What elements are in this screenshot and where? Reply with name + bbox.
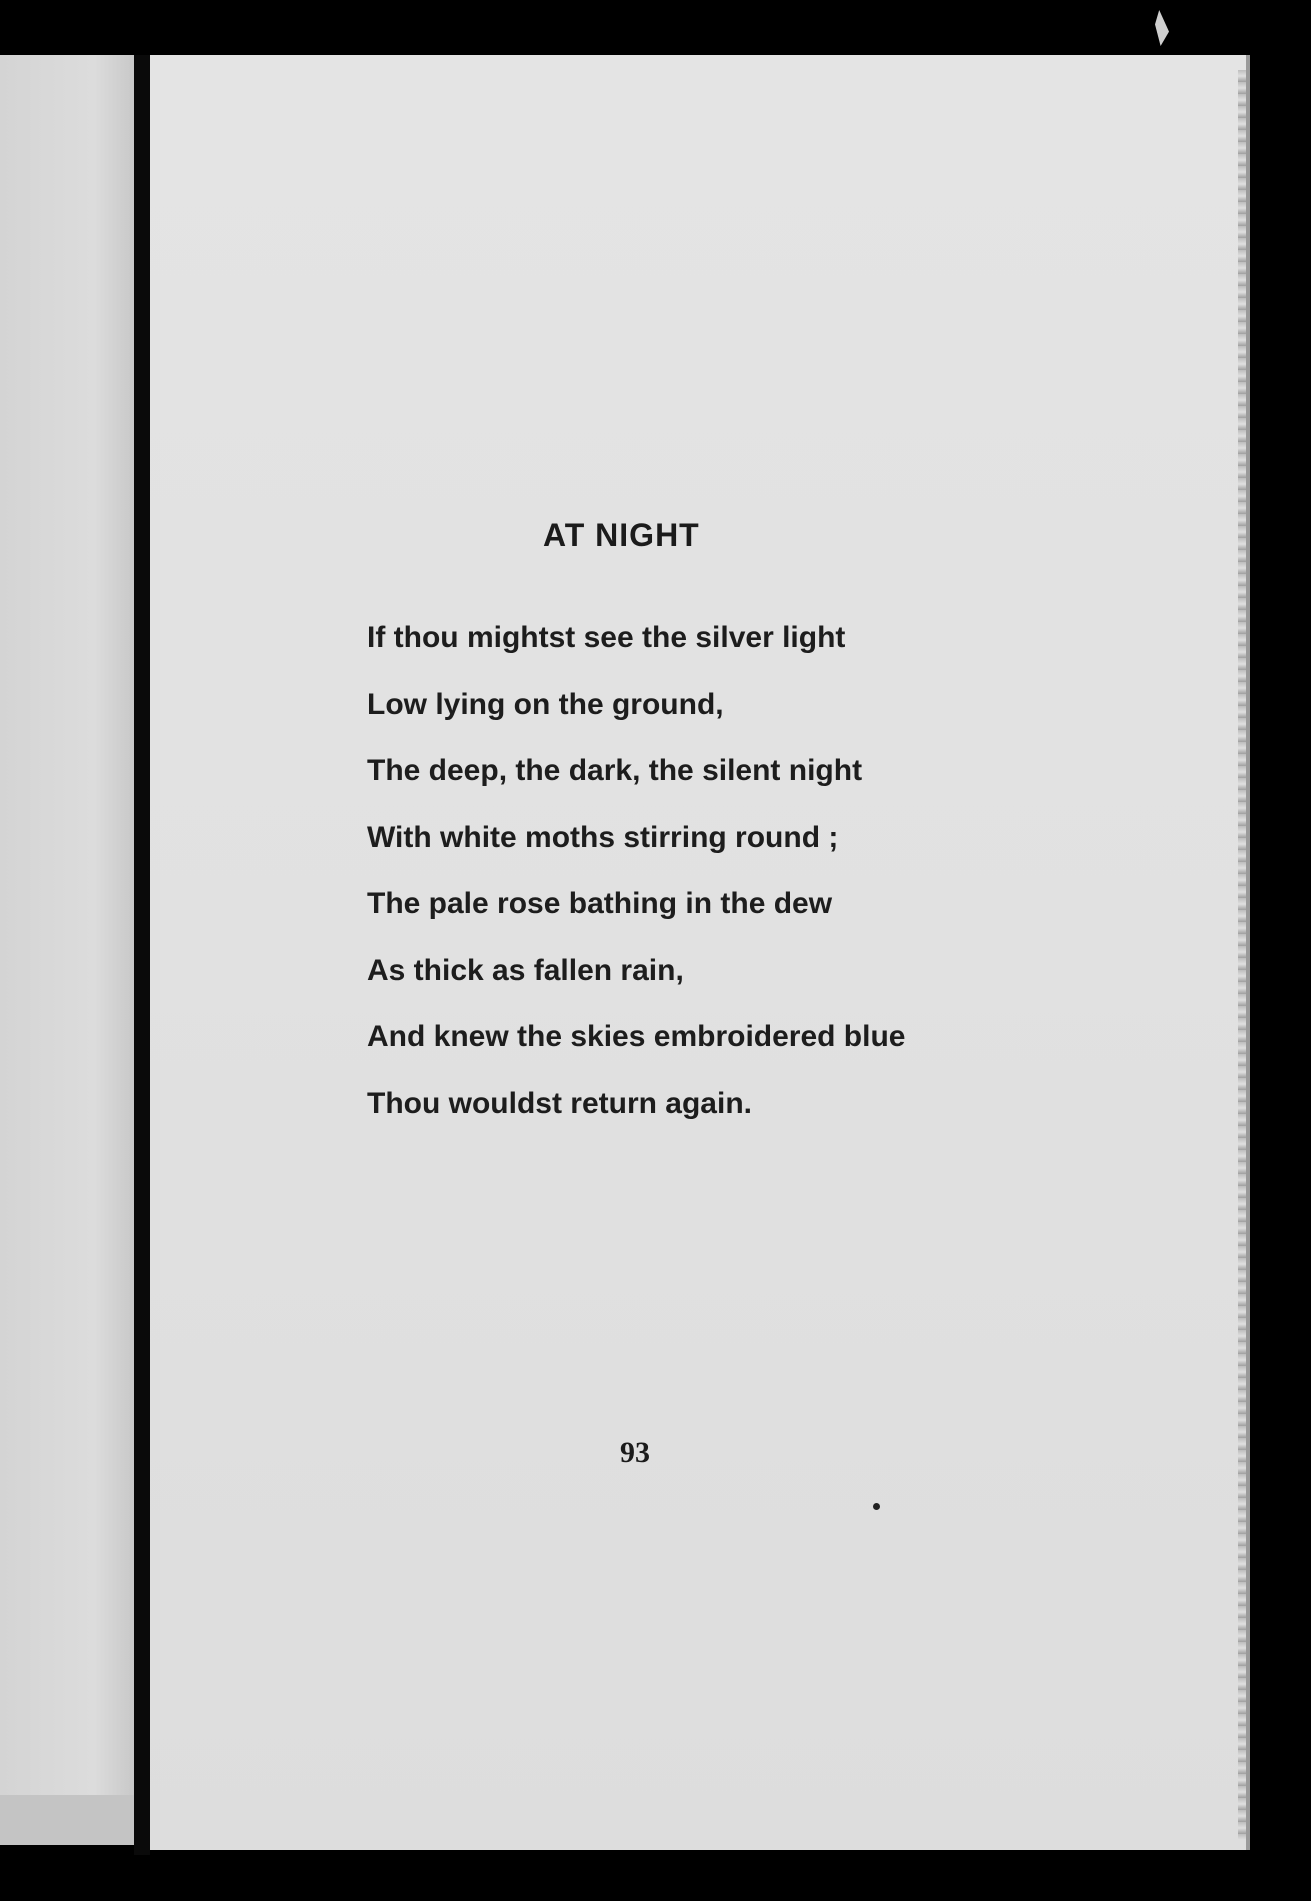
poem-line: Thou wouldst return again. <box>367 1086 752 1120</box>
left-page-fragment <box>0 55 135 1815</box>
poem-line: Low lying on the ground, <box>367 687 724 721</box>
poem-line: The deep, the dark, the silent night <box>367 754 863 787</box>
book-gutter <box>134 55 150 1855</box>
poem-line: And knew the skies embroidered blue <box>367 1020 906 1053</box>
poem-body <box>367 612 905 1144</box>
poem-line: With white moths stirring round ; <box>367 820 839 854</box>
poem-line: If thou mightst see the silver light <box>367 621 846 654</box>
poem-line: As thick as fallen rain, <box>367 953 684 987</box>
page-edge <box>1238 70 1246 1840</box>
left-page-corner <box>0 1795 140 1845</box>
scan-corner-mark <box>1155 10 1169 46</box>
poem-line: The pale rose bathing in the dew <box>367 887 833 920</box>
poem-title: AT NIGHT <box>543 517 700 553</box>
ink-speck <box>873 1503 880 1510</box>
page-number: 93 <box>620 1436 650 1469</box>
